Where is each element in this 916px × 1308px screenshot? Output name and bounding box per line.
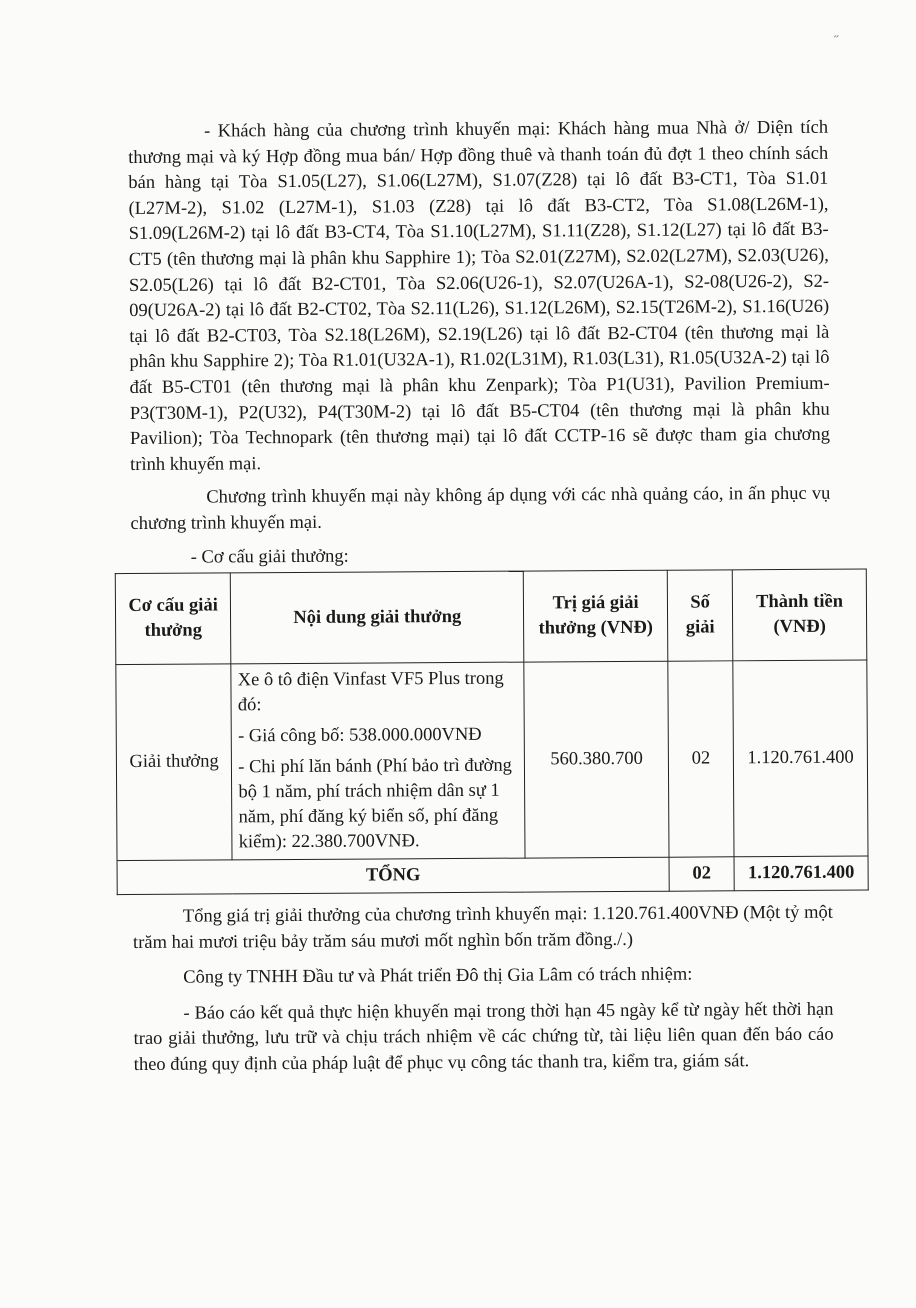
report-paragraph: - Báo cáo kết quả thực hiện khuyến mại trong thời hạn 45 ngày kể từ ngày hết thời hạn trao giải thưởng, lưu trữ và chịu trách nhiệm về các chứng từ, tài liệu liên quan đến báo cáo theo đúng quy định của pháp luật để phục vụ công tác thanh tra, kiểm tra, giám sát. <box>133 999 834 1076</box>
document-body <box>128 116 855 1079</box>
row-content-line: - Giá công bố: 538.000.000VNĐ <box>238 724 482 747</box>
header-value: Trị giá giải thưởng (VNĐ) <box>523 570 667 662</box>
header-count: Số giải <box>667 570 733 661</box>
customers-paragraph: - Khách hàng của chương trình khuyến mại: Khách hàng mua Nhà ở/ Diện tích thương mại và ký Hợp đồng mua bán/ Hợp đồng thuê và thanh toán đủ đợt 1 theo chính sách bán hàng tại Tòa S1.05(L27), S1.06(L27M), S1.07(Z28) tại lô đất B3-CT1, Tòa S1.01 (L27M-2), S1.02 (L27M-1), S1.03 (Z28) tại lô đất B3-CT2, Tòa S1.08(L26M-1), S1.09(L26M-2) tại lô đất B3-CT4, Tòa S1.10(L27M), S1.11(Z28), S1.12(L27) tại lô đất B3-CT5 (tên thương mại là phân khu Sapphire 1); Tòa S2.01(Z27M), S2.02(L27M), S2.03(U26), S2.05(L26) tại lô đất B2-CT01, Tòa S2.06(U26-1), S2.07(U26A-1), S2-08(U26-2), S2-09(U26A-2) tại lô đất B2-CT02, Tòa S2.11(L26), S1.12(L26M), S2.15(T26M-2), S1.16(U26) tại lô đất B2-CT03, Tòa S2.18(L26M), S2.19(L26) tại lô đất B2-CT04 (tên thương mại là phân khu Sapphire 2); Tòa R1.01(U32A-1), R1.02(L31M), R1.03(L31), R1.05(U32A-2) tại lô đất B5-CT01 (tên thương mại là phân khu Zenpark); Tòa P1(U31), Pavilion Premium-P3(T30M-1), P2(U32), P4(T30M-2) tại lô đất B5-CT04 (tên thương mại là phân khu Pavilion); Tòa Technopark (tên thương mại) tại lô đất CCTP-16 sẽ được tham gia chương trình khuyến mại. <box>128 117 830 475</box>
header-amount: Thành tiền (VNĐ) <box>732 569 866 661</box>
total-label: TỔNG <box>117 857 669 894</box>
table-row <box>116 660 868 861</box>
row-content-line: Xe ô tô điện Vinfast VF5 Plus trong đó: <box>237 668 504 716</box>
total-amount: 1.120.761.400 <box>734 856 868 891</box>
header-content: Nội dung giải thưởng <box>231 571 524 664</box>
prize-table-header-row <box>115 569 867 665</box>
row-content <box>231 662 525 860</box>
row-value: 560.380.700 <box>524 661 669 858</box>
scan-mark: ˝ <box>834 34 839 49</box>
total-count: 02 <box>669 857 734 891</box>
prize-table <box>115 569 869 896</box>
not-applicable-paragraph: Chương trình khuyến mại này không áp dụng với các nhà quảng cáo, in ấn phục vụ chương trình khuyến mại. <box>130 484 831 534</box>
prize-structure-label: - Cơ cấu giải thưởng: <box>190 546 349 568</box>
row-structure: Giải thưởng <box>116 664 233 861</box>
row-amount: 1.120.761.400 <box>733 660 868 857</box>
header-structure: Cơ cấu giải thưởng <box>115 573 231 665</box>
row-content-line: - Chi phí lăn bánh (Phí bảo trì đường bộ 1 năm, phí trách nhiệm dân sự 1 năm, phí đăng ký biển số, phí đăng kiểm): 22.380.700VNĐ. <box>238 755 512 853</box>
total-value-paragraph: Tổng giá trị giải thưởng của chương trình khuyến mại: 1.120.761.400VNĐ (Một tỷ một trăm hai mươi triệu bảy trăm sáu mươi mốt nghìn bốn trăm đồng./.) <box>132 902 833 953</box>
company-paragraph: Công ty TNHH Đầu tư và Phát triển Đô thị Gia Lâm có trách nhiệm: <box>183 964 693 988</box>
total-row <box>117 856 868 895</box>
row-count: 02 <box>668 661 734 857</box>
